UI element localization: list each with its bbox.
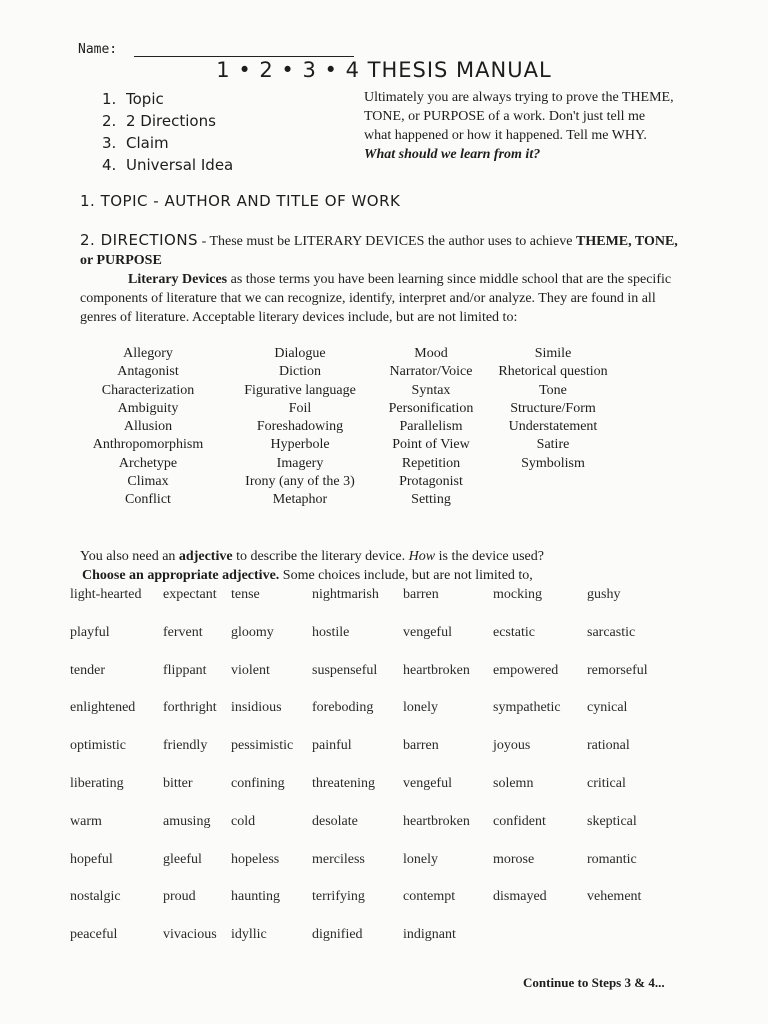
device-item: Foil (288, 400, 312, 416)
adjective-item: barren (403, 587, 439, 602)
intro-paragraph: Ultimately you are always trying to prove the THEME, TONE, or PURPOSE of a work. Don't just tell me what happened or how it happened. Tell me WHY. What should we learn from it? (364, 90, 674, 162)
device-item: Rhetorical question (498, 364, 608, 380)
adjective-item: heartbroken (403, 662, 470, 678)
device-item: Irony (any of the 3) (245, 474, 355, 490)
adjective-item: suspenseful (312, 662, 378, 678)
adjective-item: lonely (403, 700, 438, 716)
adjective-item: cold (231, 813, 256, 829)
adjective-item: hopeless (231, 851, 280, 867)
adjective-item: dismayed (493, 889, 547, 905)
adjective-item: liberating (70, 776, 124, 791)
adjective-item: forthright (163, 700, 217, 716)
continue-note: Continue to Steps 3 & 4... (523, 975, 665, 990)
adjective-item: morose (493, 851, 535, 867)
device-item: Anthropomorphism (92, 437, 204, 453)
adjective-item: vengeful (403, 776, 452, 791)
adjective-item: contempt (403, 889, 456, 905)
intro-emphasis: What should we learn from it? (364, 147, 541, 162)
device-column (473, 345, 633, 473)
step-item: 3. Claim (102, 134, 169, 152)
adjective-item: dignified (312, 927, 363, 943)
adjective-item: tense (231, 587, 260, 602)
adjective-item: nostalgic (70, 889, 121, 905)
adjective-intro: You also need an adjective to describe the literary device. How is the device used? Choose an appropriate adjective. Some choices include, but are not limited to, (80, 549, 544, 583)
name-blank-line (134, 56, 354, 57)
adjective-item: gleeful (163, 851, 202, 867)
adjective-item: barren (403, 738, 439, 754)
adjective-item: warm (70, 813, 102, 829)
adjective-item: romantic (587, 851, 637, 867)
adjective-item: peaceful (70, 927, 118, 943)
device-item: Imagery (276, 455, 324, 471)
adjective-item: idyllic (231, 927, 267, 943)
device-item: Syntax (411, 382, 451, 398)
adjective-item: terrifying (312, 889, 365, 905)
section-2: 2. DIRECTIONS - These must be LITERARY DEVICES the author uses to achieve THEME, TONE, or PURPOSE (80, 231, 678, 268)
adjective-item: mocking (493, 587, 542, 602)
adjective-item: flippant (163, 662, 207, 678)
page-title: 1 • 2 • 3 • 4 THESIS MANUAL (216, 58, 552, 82)
adjective-item: joyous (493, 738, 531, 754)
adjective-item: haunting (231, 889, 280, 905)
adjective-item: critical (587, 776, 626, 791)
adjective-item: enlightened (70, 700, 136, 716)
device-item: Structure/Form (510, 400, 596, 416)
adjective-item: merciless (312, 851, 365, 867)
device-item: Allusion (123, 419, 173, 435)
adjective-item: threatening (312, 776, 375, 791)
device-item: Archetype (118, 455, 178, 471)
adjective-item: nightmarish (312, 587, 379, 602)
adjective-item: hopeful (70, 851, 113, 867)
adjective-item: ecstatic (493, 624, 535, 640)
adjective-item: empowered (493, 662, 559, 678)
device-item: Point of View (392, 437, 470, 453)
adjective-item: rational (587, 738, 630, 754)
device-item: Allegory (123, 346, 173, 361)
device-item: Simile (534, 346, 572, 361)
adjective-item: expectant (163, 587, 217, 602)
device-item: Dialogue (274, 346, 326, 361)
device-item: Conflict (125, 492, 171, 508)
adjective-item: gloomy (231, 624, 274, 640)
adjective-item: bitter (163, 776, 193, 791)
device-item: Parallelism (399, 419, 463, 435)
adjective-item: tender (70, 662, 105, 678)
adjective-item: confining (231, 776, 285, 791)
device-item: Mood (414, 346, 448, 361)
literary-devices-paragraph: Literary Devices as those terms you have been learning since middle school that are the specific components of literature that we can recognize, identify, interpret and/or analyze. They are found in all genres of literature. Acceptable literary devices include, but are not limited to: (80, 272, 672, 325)
adjective-item: foreboding (312, 700, 374, 716)
adjective-item: pessimistic (231, 738, 294, 754)
adjective-item: optimistic (70, 738, 126, 754)
adjective-item: gushy (587, 587, 621, 602)
device-item: Tone (539, 382, 567, 398)
adjective-item: hostile (312, 624, 350, 640)
adjective-item: desolate (312, 813, 358, 829)
device-item: Narrator/Voice (389, 364, 473, 380)
device-item: Foreshadowing (256, 419, 344, 435)
device-item: Understatement (508, 419, 598, 435)
adjective-item: heartbroken (403, 813, 470, 829)
adjective-item: lonely (403, 851, 438, 867)
adjective-item: playful (70, 624, 110, 640)
adjective-item: cynical (587, 700, 628, 716)
adjective-item: vivacious (163, 927, 217, 943)
adjective-item: remorseful (587, 662, 648, 678)
adjective-item: indignant (403, 927, 456, 943)
step-item: 1. Topic (102, 90, 164, 108)
device-item: Metaphor (272, 492, 328, 508)
device-item: Repetition (401, 455, 461, 471)
name-label: Name: (78, 42, 118, 57)
device-item: Figurative language (244, 382, 356, 398)
adjective-item: sarcastic (587, 624, 636, 640)
adjective-item: fervent (163, 624, 203, 640)
device-item: Satire (536, 437, 570, 453)
device-item: Symbolism (521, 455, 585, 471)
device-item: Ambiguity (117, 400, 179, 416)
adjective-item: vengeful (403, 624, 452, 640)
adjective-item: insidious (231, 700, 282, 716)
adjective-item: violent (231, 662, 270, 678)
section-1-heading: 1. TOPIC - AUTHOR AND TITLE OF WORK (80, 192, 401, 210)
adjective-item: amusing (163, 813, 211, 829)
adjective-item: vehement (587, 889, 642, 905)
adjective-item: skeptical (587, 813, 637, 829)
adjective-item: friendly (163, 738, 208, 754)
adjective-item: proud (163, 889, 196, 905)
device-item: Antagonist (117, 364, 179, 380)
device-item: Protagonist (399, 474, 463, 490)
adjective-item: solemn (493, 776, 534, 791)
device-item: Personification (388, 400, 474, 416)
adjective-item: confident (493, 813, 546, 829)
adjective-item: sympathetic (493, 700, 561, 716)
section-2-heading: 2. DIRECTIONS (80, 231, 199, 249)
adjective-item: light-hearted (70, 587, 142, 602)
device-column (68, 345, 228, 510)
steps-list (102, 88, 233, 176)
device-item: Diction (279, 364, 321, 380)
device-item: Characterization (101, 382, 195, 398)
device-item: Hyperbole (270, 437, 330, 453)
adjective-item: painful (312, 738, 352, 754)
device-item: Setting (411, 492, 451, 508)
device-item: Climax (127, 474, 169, 490)
step-item: 2. 2 Directions (102, 112, 216, 130)
step-item: 4. Universal Idea (102, 156, 234, 174)
